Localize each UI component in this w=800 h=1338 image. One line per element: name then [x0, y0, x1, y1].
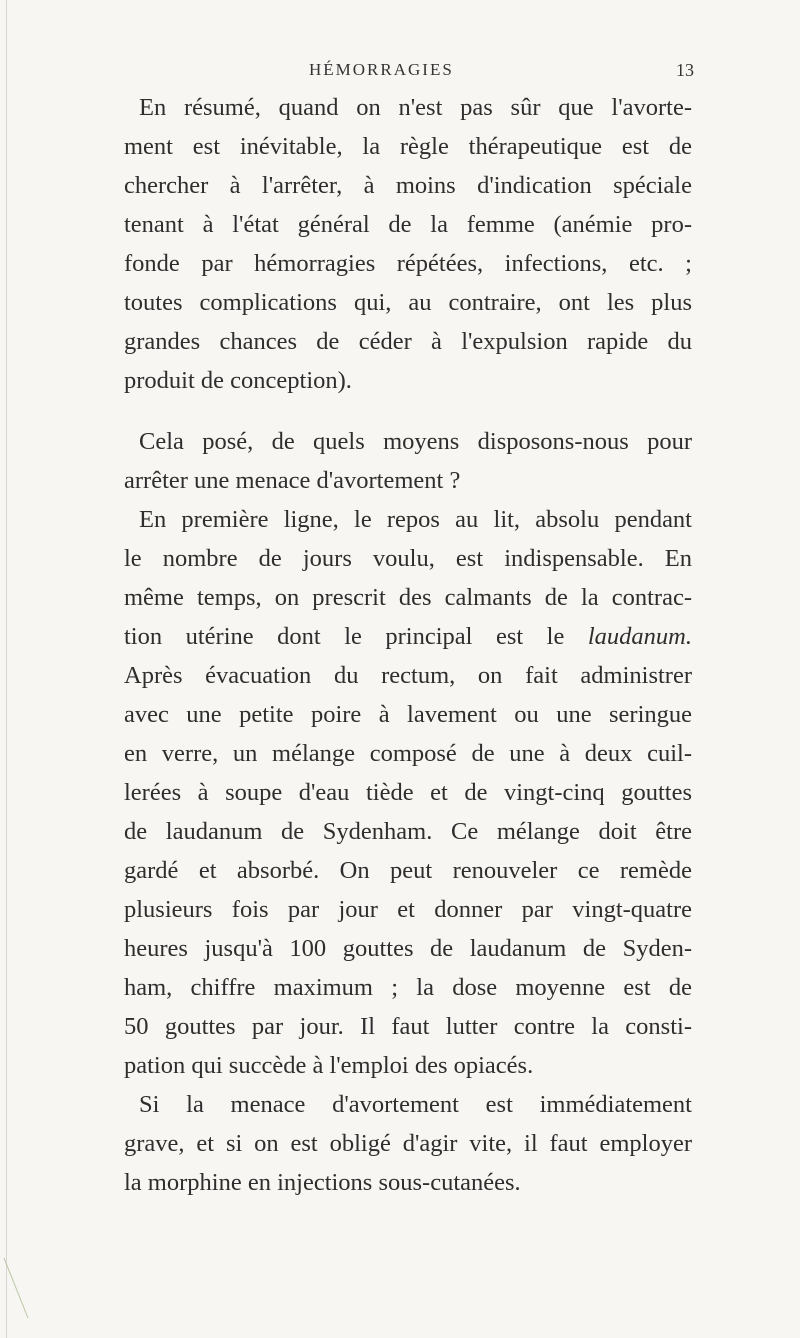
- text-line: heures jusqu'à 100 gouttes de laudanum de Syden-: [124, 935, 692, 962]
- text-line: la morphine en injections sous-cutanées.: [124, 1169, 521, 1196]
- text-line: chercher à l'arrêter, à moins d'indication spéciale: [124, 172, 692, 199]
- text-line: même temps, on prescrit des calmants de la contrac-: [124, 584, 692, 611]
- text-line: grave, et si on est obligé d'agir vite, il faut employer: [124, 1130, 692, 1157]
- text-line: lerées à soupe d'eau tiède et de vingt-cinq gouttes: [124, 779, 692, 806]
- text-line: produit de conception).: [124, 367, 352, 394]
- page-header: [0, 60, 800, 90]
- text-line: 50 gouttes par jour. Il faut lutter contre la consti-: [124, 1013, 692, 1040]
- page-number: 13: [676, 60, 694, 80]
- italic-term-laudanum: laudanum.: [587, 623, 692, 650]
- text-line: pation qui succède à l'emploi des opiacés.: [124, 1052, 534, 1079]
- text-line: en verre, un mélange composé de une à deux cuil-: [124, 740, 692, 767]
- text-line: Après évacuation du rectum, on fait administrer: [124, 662, 692, 689]
- text-line: arrêter une menace d'avortement ?: [124, 467, 461, 494]
- text-line: gardé et absorbé. On peut renouveler ce remède: [124, 857, 692, 884]
- text-line: Si la menace d'avortement est immédiatement: [139, 1091, 692, 1118]
- text-line: ment est inévitable, la règle thérapeutique est de: [124, 133, 692, 160]
- text-line: Cela posé, de quels moyens disposons-nous pour: [139, 428, 692, 455]
- text-line: En résumé, quand on n'est pas sûr que l'avorte-: [139, 94, 692, 121]
- paragraph-4: [124, 1085, 692, 1202]
- text-line-prefix: tion utérine dont le principal est le: [124, 623, 588, 650]
- paragraph-2: [124, 422, 692, 500]
- text-line: En première ligne, le repos au lit, absolu pendant: [139, 506, 692, 533]
- text-line: le nombre de jours voulu, est indispensable. En: [124, 545, 692, 572]
- text-line: plusieurs fois par jour et donner par vingt-quatre: [124, 896, 692, 923]
- text-line: tenant à l'état général de la femme (anémie pro-: [124, 211, 692, 238]
- text-line-with-italic: [124, 617, 692, 656]
- page-edge-line: [6, 0, 7, 1338]
- paragraph-1: [124, 88, 692, 400]
- text-line: de laudanum de Sydenham. Ce mélange doit être: [124, 818, 692, 845]
- text-line: grandes chances de céder à l'expulsion rapide du: [124, 328, 692, 355]
- running-title: HÉMORRAGIES: [309, 60, 454, 79]
- text-line: fonde par hémorragies répétées, infections, etc. ;: [124, 250, 692, 277]
- body-text: [124, 88, 692, 1202]
- corner-ink-mark: [0, 1258, 60, 1338]
- text-line: avec une petite poire à lavement ou une seringue: [124, 701, 692, 728]
- text-line: toutes complications qui, au contraire, ont les plus: [124, 289, 692, 316]
- paragraph-3: [124, 500, 692, 1085]
- text-line: ham, chiffre maximum ; la dose moyenne est de: [124, 974, 692, 1001]
